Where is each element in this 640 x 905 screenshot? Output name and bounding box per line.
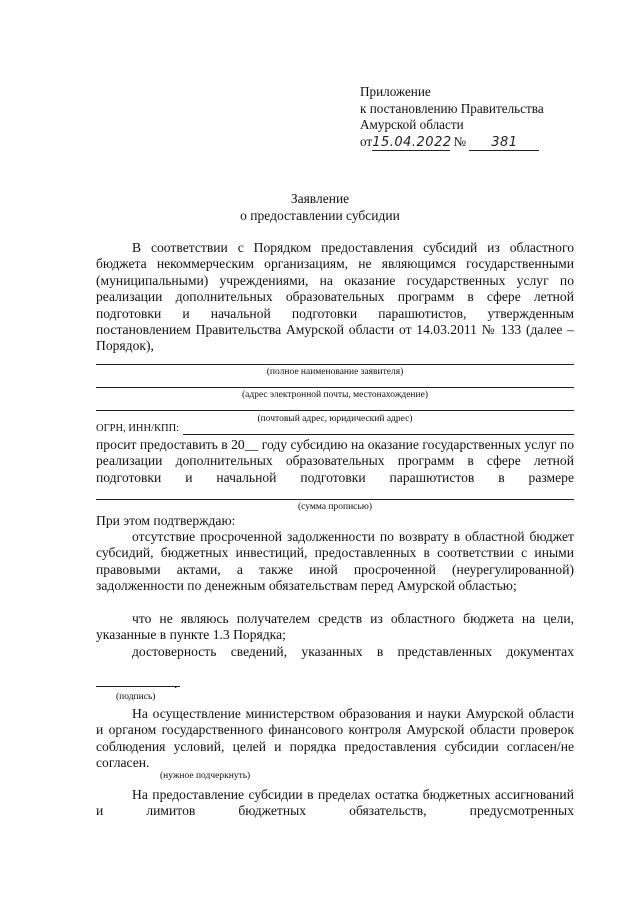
document-title: Заявление <box>290 191 350 206</box>
date-prefix: от <box>360 133 373 149</box>
sum-line <box>96 499 574 500</box>
appendix-title: Приложение <box>360 84 431 99</box>
confirm-item-not-recipient: что не являюсь получателем средств из областного бюджета на цели, указанные в пункте 1.3 Порядка; <box>96 611 574 643</box>
sum-caption: (сумма прописью) <box>298 502 372 512</box>
document-subtitle: о предоставлении субсидии <box>240 208 400 223</box>
confirm-heading: При этом подтверждаю: <box>96 513 236 528</box>
ogrn-label: ОГРН, ИНН/КПП: <box>96 423 180 434</box>
applicant-name-line <box>96 364 574 365</box>
signature-period: . <box>174 676 178 691</box>
ogrn-fill-line <box>183 424 574 435</box>
ogrn-row <box>96 423 574 435</box>
intro-paragraph: В соответствии с Порядком предоставления субсидий из областного бюджета некоммерческим организациям, не являющимся государственными (муниципальными) учреждениями, на оказание государственных услуг по реализации дополнительных образовательных программ в сфере летной подготовки и начальной подготовки парашютистов, утвержденным постановлением Правительства Амурской области от 14.03.2011 № 133 (далее – Порядок), <box>96 240 574 354</box>
appendix-region: Амурской области <box>360 117 464 132</box>
date-value: 15.04.2022 <box>372 134 452 150</box>
number-value: 381 <box>469 136 539 151</box>
underline-caption: (нужное подчеркнуть) <box>160 771 251 781</box>
number-prefix: № <box>453 133 467 149</box>
address-line <box>96 410 574 411</box>
email-caption: (адрес электронной почты, местонахождение) <box>242 390 428 400</box>
request-paragraph: просит предоставить в 20__ году субсидию на оказание государственных услуг по реализации дополнительных образовательных программ в сфере летной подготовки и начальной подготовки парашютистов в размере <box>96 437 574 485</box>
appendix-date-number <box>360 134 544 151</box>
applicant-name-caption: (полное наименование заявителя) <box>266 367 404 377</box>
consent-limits-paragraph: На предоставление субсидии в пределах остатка бюджетных ассигнований и лимитов бюджетных обязательств, предусмотренных <box>96 787 574 819</box>
appendix-block <box>360 84 544 151</box>
confirm-item-accuracy: достоверность сведений, указанных в представленных документах <box>132 644 574 659</box>
address-caption: (почтовый адрес, юридический адрес) <box>257 414 413 424</box>
signature-line <box>96 686 180 687</box>
confirm-item-debt: отсутствие просроченной задолженности по возврату в областной бюджет субсидий, бюджетных инвестиций, предоставленных в соответствии с иными правовыми актами, а также иной просроченной (неурегулированной) задолженности по денежным обязательствам перед Амурской областью; <box>96 529 574 594</box>
consent-check-paragraph: На осуществление министерством образования и науки Амурской области и органом государственного финансового контроля Амурской области проверок соблюдения условий, целей и порядка предоставления субсидии согласен/не согласен. <box>96 706 574 771</box>
appendix-reference: к постановлению Правительства <box>360 100 544 116</box>
email-line <box>96 387 574 388</box>
signature-caption: (подпись) <box>116 692 156 702</box>
